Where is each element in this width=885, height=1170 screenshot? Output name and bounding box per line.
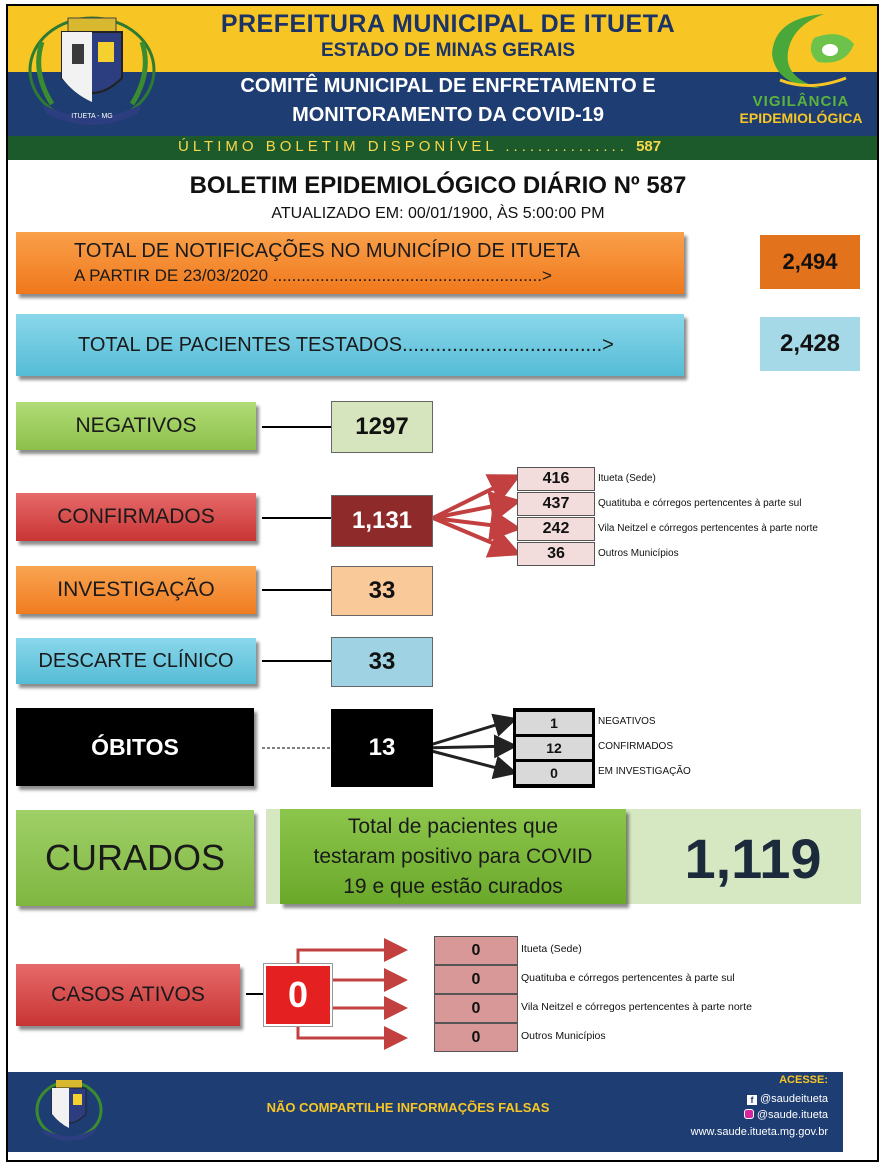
investigation-label: INVESTIGAÇÃO (16, 566, 256, 614)
bulletin-updated: ATUALIZADO EM: 00/01/1900, ÀS 5:00:00 PM (271, 205, 605, 222)
active-breakdown-value: 0 (434, 1023, 518, 1052)
committee-line-1: COMITÊ MUNICIPAL DE ENFRETAMENTO E (240, 75, 656, 97)
deaths-arrows (420, 720, 512, 772)
confirmed-breakdown-label: Quatituba e córregos pertencentes à parte sul (598, 498, 802, 509)
confirmed-label: CONFIRMADOS (16, 493, 256, 541)
footer-website[interactable]: www.saude.itueta.mg.gov.br (690, 1126, 828, 1138)
vigilancia-line-1: VIGILÂNCIA (752, 93, 850, 110)
deaths-value: 13 (331, 709, 433, 787)
footer-facebook[interactable] (648, 1093, 828, 1105)
confirmed-breakdown-label: Outros Municípios (598, 548, 679, 559)
deaths-breakdown-label: NEGATIVOS (598, 716, 656, 727)
clinical-discard-label: DESCARTE CLÍNICO (16, 638, 256, 684)
confirmed-value: 1,131 (331, 495, 433, 547)
active-cases-label: CASOS ATIVOS (16, 964, 240, 1026)
footer-crest-icon (32, 1074, 106, 1144)
cured-label: CURADOS (16, 810, 254, 906)
arrow-icon (420, 748, 512, 772)
deaths-breakdown-value: 12 (515, 736, 593, 760)
confirmed-arrows (433, 478, 514, 552)
confirmed-breakdown-value: 36 (517, 542, 595, 566)
bulletin-title: BOLETIM EPIDEMIOLÓGICO DIÁRIO Nº 587 (189, 172, 687, 199)
vigilancia-line-2: EPIDEMIOLÓGICA (739, 110, 863, 126)
notifications-label-line-1: TOTAL DE NOTIFICAÇÕES NO MUNICÍPIO DE ITUETA (74, 240, 580, 262)
cured-description-line-2: testaram positivo para COVID (313, 844, 593, 868)
active-breakdown-label: Quatituba e córregos pertencentes à parte sul (521, 972, 735, 984)
active-breakdown-value: 0 (434, 965, 518, 994)
footer-access-label: ACESSE: (779, 1074, 828, 1086)
footer-instagram-handle[interactable]: @saude.itueta (756, 1109, 828, 1121)
header-subtitle: ESTADO DE MINAS GERAIS (320, 40, 576, 61)
notifications-label-line-2: A PARTIR DE 23/03/2020 .........................................................> (74, 266, 552, 285)
active-breakdown-value: 0 (434, 936, 518, 965)
footer-facebook-handle[interactable]: @saudeitueta (759, 1093, 828, 1105)
cured-description-line-1: Total de pacientes que (347, 814, 559, 838)
facebook-icon: f (747, 1095, 757, 1105)
deaths-breakdown-value: 1 (515, 711, 593, 735)
active-breakdown-label: Vila Neitzel e córregos pertencentes à parte norte (521, 1001, 752, 1013)
footer-instagram[interactable] (648, 1109, 828, 1121)
cured-description-line-3: 19 e que estão curados (343, 874, 563, 898)
cured-description (280, 809, 626, 904)
deaths-breakdown-label: CONFIRMADOS (598, 741, 673, 752)
last-bulletin-label: ÚLTIMO BOLETIM DISPONÍVEL ............... (178, 138, 628, 155)
footer-message: NÃO COMPARTILHE INFORMAÇÕES FALSAS (266, 1100, 550, 1115)
instagram-icon (744, 1109, 754, 1119)
cured-value: 1,119 (684, 826, 822, 890)
investigation-value: 33 (331, 566, 433, 616)
active-cases-value: 0 (264, 964, 332, 1026)
deaths-breakdown-value: 0 (515, 761, 593, 785)
deaths-breakdown-label: EM INVESTIGAÇÃO (598, 766, 691, 777)
arrow-icon (420, 720, 512, 748)
crest-text: ITUETA - MG (71, 113, 113, 120)
tested-label-box: TOTAL DE PACIENTES TESTADOS....................................> (16, 314, 684, 376)
confirmed-breakdown-value: 242 (517, 517, 595, 541)
bulletin-page (6, 4, 879, 1162)
tested-value: 2,428 (760, 317, 860, 371)
notifications-value: 2,494 (760, 235, 860, 289)
clinical-discard-value: 33 (331, 637, 433, 687)
confirmed-breakdown-label: Itueta (Sede) (598, 473, 656, 484)
confirmed-breakdown-value: 437 (517, 492, 595, 516)
negatives-value: 1297 (331, 401, 433, 453)
deaths-label: ÓBITOS (16, 708, 254, 786)
negatives-label: NEGATIVOS (16, 402, 256, 450)
active-breakdown-label: Outros Municípios (521, 1030, 606, 1042)
last-bulletin-number: 587 (636, 138, 662, 155)
active-breakdown-value: 0 (434, 994, 518, 1023)
arrow-icon (420, 746, 512, 748)
active-breakdown-label: Itueta (Sede) (521, 943, 582, 955)
confirmed-breakdown-label: Vila Neitzel e córregos pertencentes à parte norte (598, 523, 818, 534)
header-title: PREFEITURA MUNICIPAL DE ITUETA (220, 10, 676, 38)
confirmed-breakdown-value: 416 (517, 467, 595, 491)
committee-line-2: MONITORAMENTO DA COVID-19 (292, 104, 604, 126)
